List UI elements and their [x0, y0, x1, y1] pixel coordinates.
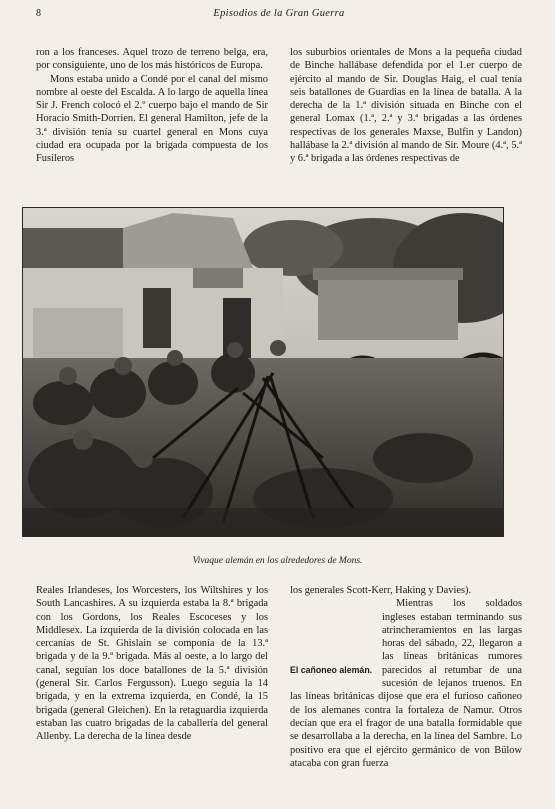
paragraph: Reales Irlandeses, los Worcesters, los Wiltshires y los South Lancashires. A su izquierda estaba la 8.ª brigada con los Gordons, los Reales Escoceses y los Middlesex. La izquierda de la división colocada en las cercanías de St. Ghislain se componía de la 13.ª brigada y de la 9.ª brigada. Más al oeste, a lo largo del canal, seguían los doce batallones de la 5.ª división (general Sir. Carlos Fergusson). Luego seguía la 14 brigada, y en la extrema izquierda, en Condé, la 15 brigada (general Gleichen). En la retaguardia izquierda estaban las cuatro brigadas de la caballería del general Allenby. La derecha de la línea desde — [36, 585, 268, 743]
paragraph: los suburbios orientales de Mons a la pequeña ciudad de Binche hallábase defendida por el 1.er cuerpo de ejército al mando de Sir. Douglas Haig, el cual tenía seis batallones de Guardias en la línea de batalla. A la derecha de la 1.ª división situada en Binche con el general Lomax (1.ª, 2.ª y 3.ª brigadas a las órdenes respectivas de los generales Maxse, Bulfin y Landon) hallábase la 2.ª división al mando de Sir. Moure (4.ª, 5.ª y 6.ª brigada a las órdenes respectivas de — [290, 47, 522, 165]
paragraph: Mons estaba unido a Condé por el canal del mismo nombre al oeste del Escalda. A lo largo de aquella línea Sir J. French colocó el 2.º cuerpo bajo el mando de Sir Horacio Smith-Dorrien. El general Hamilton, jefe de la 3.ª división tenía su cuartel general en Mons cuya ciudad era ocupada por la brigada compuesta de los Fusileros — [36, 73, 268, 165]
top-right-column — [290, 46, 522, 166]
margin-note: El cañoneo alemán. — [290, 665, 373, 676]
bottom-text-columns — [36, 584, 522, 770]
bottom-right-column — [290, 584, 522, 770]
top-left-column — [36, 46, 268, 166]
photo-illustration — [23, 208, 503, 536]
running-title: Episodios de la Gran Guerra — [213, 8, 345, 19]
page-header — [36, 8, 522, 22]
photo-caption: Vivaque alemán en los alrededores de Mons. — [192, 556, 363, 566]
paragraph: los generales Scott-Kerr, Haking y Davies). — [290, 585, 472, 596]
bottom-left-column — [36, 584, 268, 770]
paragraph: Mientras los soldados ingleses estaban terminando sus atrincheramientos en las largas horas del sábado, 22, llegaron a las líneas británicas rumores parecidos al retumbar de una sucesión de lejanos truenos. En las líneas británicas dijose que era el furioso cañoneo de los alemanes contra la fortaleza de Namur. Otros decían que era el fragor de una batalla formidable que se desarrollaba a la derecha, en la línea del Sambre. Lo positivo era que el ejército germánico de von Bülow atacaba con gran fuerza — [290, 598, 522, 769]
paragraph: ron a los franceses. Aquel trozo de terreno belga, era, por consiguiente, uno de los más históricos de Europa. — [36, 47, 268, 72]
top-text-columns — [36, 46, 522, 166]
bivouac-photograph — [22, 207, 504, 537]
page-number: 8 — [36, 8, 41, 19]
